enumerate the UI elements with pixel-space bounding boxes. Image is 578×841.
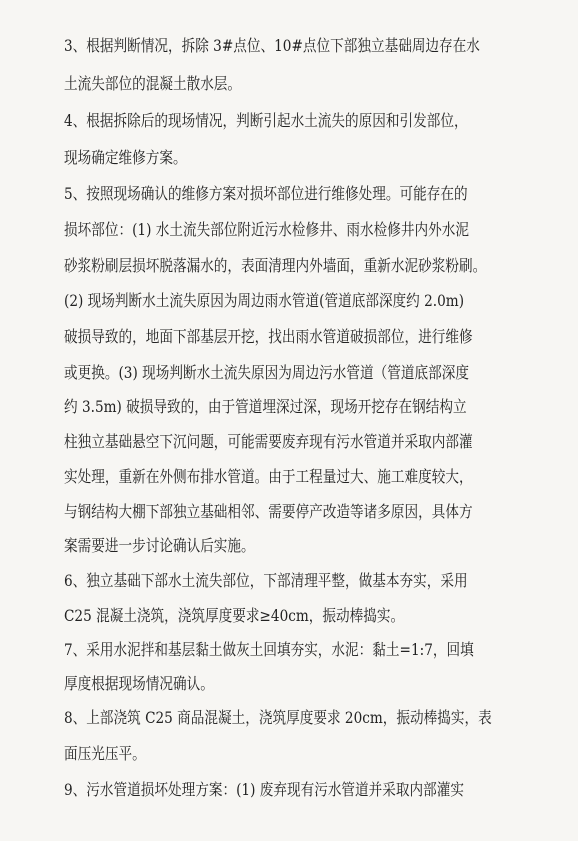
text-line-15: 案需要进一步讨论确认后实施。 xyxy=(64,536,255,555)
text-line-17: C25 混凝土浇筑，浇筑厚度要求≥40cm，振动棒捣实。 xyxy=(64,606,405,625)
text-line-1: 3、根据判断情况，拆除 3#点位、10#点位下部独立基础周边存在水 xyxy=(64,36,480,55)
text-line-20: 8、上部浇筑 C25 商品混凝土，浇筑厚度要求 20cm，振动棒捣实，表 xyxy=(64,708,492,727)
text-line-10: 或更换。(3) 现场判断水土流失原因为周边污水管道（管道底部深度 xyxy=(64,363,469,382)
text-line-2: 土流失部位的混凝土散水层。 xyxy=(64,74,242,93)
text-line-5: 5、按照现场确认的维修方案对损坏部位进行维修处理。可能存在的 xyxy=(64,184,468,203)
text-line-14: 与钢结构大棚下部独立基础相邻、需要停产改造等诸多原因，具体方 xyxy=(64,502,473,521)
text-line-9: 破损导致的，地面下部基层开挖，找出雨水管道破损部位，进行维修 xyxy=(64,327,473,346)
text-line-7: 砂浆粉刷层损坏脱落漏水的，表面清理内外墙面，重新水泥砂浆粉刷。 xyxy=(64,256,487,275)
text-line-13: 实处理，重新在外侧布排水管道。由于工程量过大、施工难度较大， xyxy=(64,467,473,486)
text-line-21: 面压光压平。 xyxy=(64,744,146,763)
text-line-12: 柱独立基础悬空下沉问题，可能需要废弃现有污水管道并采取内部灌 xyxy=(64,432,473,451)
text-line-11: 约 3.5m) 破损导致的，由于管道埋深过深，现场开挖存在钢结构立 xyxy=(64,397,467,416)
text-line-6: 损坏部位：(1) 水土流失部位附近污水检修井、雨水检修井内外水泥 xyxy=(64,220,469,239)
text-line-3: 4、根据拆除后的现场情况，判断引起水土流失的原因和引发部位， xyxy=(64,111,468,130)
text-line-22: 9、污水管道损坏处理方案：(1) 废弃现有污水管道并采取内部灌实 xyxy=(64,780,465,799)
text-line-8: (2) 现场判断水土流失原因为周边雨水管道(管道底部深度约 2.0m) xyxy=(64,291,465,310)
text-line-4: 现场确定维修方案。 xyxy=(64,148,187,167)
text-line-18: 7、采用水泥拌和基层黏土做灰土回填夯实，水泥：黏土=1:7，回填 xyxy=(64,640,474,659)
text-line-16: 6、独立基础下部水土流失部位，下部清理平整，做基本夯实，采用 xyxy=(64,571,468,590)
text-line-19: 厚度根据现场情况确认。 xyxy=(64,674,214,693)
